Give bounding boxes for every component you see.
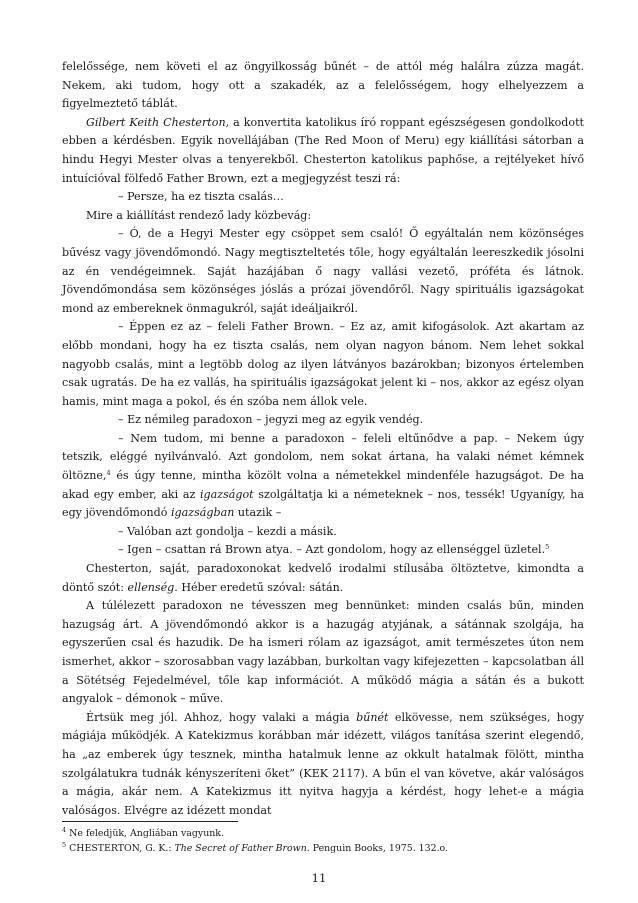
text-run: . Héber eredetű szóval: sátán. (174, 580, 344, 594)
text-run: Chesterton, saját, paradoxonokat kedvelő irodalmi stílusába öltöztetve, kimondta a döntő szót: (62, 562, 584, 594)
footnote-marker: 4 (106, 469, 111, 478)
text-run: – Nem tudom, mi benne a paradoxon – feleli eltűnődve a pap. – Nekem úgy tetszik, eléggé nyilvánvaló. Azt gondolom, nem sokat ártana, ha valaki német kémnek öltözne, (62, 431, 584, 483)
italic-text: ellenség (127, 580, 175, 594)
text-run: – Valóban azt gondolja – kezdi a másik. (118, 524, 337, 538)
text-run: – Igen – csattan rá Brown atya. – Azt gondolom, hogy az ellenséggel üzletel. (118, 543, 546, 557)
text-run: – Éppen ez az – feleli Father Brown. – Ez az, amit kifogásolok. Azt akartam az előbb mondani, hogy ha ez tiszta csalás, nem olyan nagyon bánom. Nem lehet sokkal nagyobb csalás, mint a legtöbb dolog az ilyen látványos bazárokban; bizonyos értelemben csak ugratás. De ha ez vallás, ha spirituális igazságokat jelent ki – nos, akkor az egész olyan hamis, mint maga a pokol, és én szóba nem állok vele. (62, 320, 584, 408)
paragraph (62, 709, 584, 821)
text-run: utazik – (234, 506, 282, 520)
footnotes (62, 826, 584, 856)
text-run: Értsük meg jól. Ahhoz, hogy valaki a mágia (86, 710, 357, 724)
footnote-number: 4 (62, 826, 67, 834)
italic-text: The Secret of Father Brown (174, 843, 307, 854)
dialogue-paragraph (62, 430, 584, 523)
dialogue-paragraph (62, 225, 584, 318)
text-run: Ne feledjük, Angliában vagyunk. (69, 828, 224, 839)
dialogue-paragraph (62, 318, 584, 411)
dialogue-paragraph (62, 188, 584, 207)
italic-text: igazságban (171, 506, 235, 520)
footnote-marker: 5 (545, 543, 550, 552)
text-run: , a konvertita katolikus író roppant egészségesen gondolkodott ebben a kérdésben. Egyik novellájában (The Red Moon of Meru) egy kiállítási sátorban a hindu Hegyi Mester olvas a tenyerekből. Chesterton katolikus paphőse, a rejtélyeket hívő intuícióval fölfedő Father Brown, ezt a megjegyzést teszi rá: (62, 115, 584, 185)
text-run: szolgáltatja ki a németeknek – nos, tessék! Ugyanígy, ha egy jövendőmondó (62, 487, 584, 520)
text-run: CHESTERTON, G. K.: (69, 843, 175, 854)
dialogue-paragraph (62, 523, 584, 542)
footnote (62, 826, 584, 841)
paragraph (62, 597, 584, 709)
text-run: elkövesse, nem szükséges, hogy mágiája működjék. A Katekizmus korábban már idézett, világos tanítása szerint elegendő, ha „az emberek úgy tesznek, mintha hatalmuk lenne az okkult hatalmak fölött, mintha szolgálatukra tudnák kényszeríteni őket” (KEK 2117). A bűn el van követve, akár valóságos a mágia, akár nem. A Katekizmus itt nyitva hagyja a kérdést, hogy lehet-e a mágia valóságos. Elvégre az idézett mondat (62, 710, 584, 817)
text-run: . Penguin Books, 1975. 132.o. (306, 843, 449, 854)
text-run: – Persze, ha ez tiszta csalás… (118, 190, 284, 204)
page-number: 11 (311, 871, 327, 885)
italic-text: Gilbert Keith Chesterton (86, 115, 226, 129)
paragraph (62, 207, 584, 226)
dialogue-paragraph (62, 411, 584, 430)
page-body (62, 58, 584, 820)
paragraph (62, 114, 584, 188)
dialogue-paragraph (62, 541, 584, 560)
text-run: felelőssége, nem követi el az öngyilkosság bűnét – de attól még halálra zúzza magát. Nekem, aki tudom, hogy ott a szakadék, az a felelősségem, hogy elhelyezzem a figyelmeztető táblát. (62, 60, 584, 111)
paragraph (62, 58, 584, 114)
text-run: A túlélezett paradoxon ne tévesszen meg bennünket: minden csalás bűn, minden hazugság árt. A jövendőmondó akkor is a hazugág atyjának, a sátánnak szolgája, ha egyszerűen csal és hazudik. De ha ismeri rólam az igazságot, amit természetes úton nem ismerhet, akkor – szorosabban vagy lazábban, burkoltan vagy kifejezetten – kapcsolatban áll a Sötétség Fejedelmével, tőle kap információt. A működő mágia a sátán és a bukott angyalok – démonok – műve. (62, 599, 584, 706)
italic-text: bűnét (356, 710, 389, 724)
footnote-divider (62, 821, 238, 822)
italic-text: igazságot (199, 487, 254, 501)
text-run: Mire a kiállítást rendező lady közbevág: (86, 208, 312, 222)
text-run: és úgy tenne, mintha közölt volna a németekkel mindenféle hazugságot. De ha akad egy ember, aki az (62, 469, 584, 501)
text-run: – Ó, de a Hegyi Mester egy csöppet sem csaló! Ő egyáltalán nem közönséges bűvész vagy jövendőmondó. Nagy megtiszteltetés tőle, hogy egyáltalán leereszkedik jósolni az én vendégeimnek. Saját hazájában ő nagy vallási vezető, próféta és látnok. Jövendőmondása sem közönséges jóslás a prózai jövendőről. Nagy spirituális igazságokat mond az embereknek önmagukról, saját ideáljaikról. (62, 227, 584, 315)
footnote (62, 841, 584, 856)
paragraph (62, 560, 584, 597)
footnote-number: 5 (62, 841, 67, 849)
text-run: – Ez némileg paradoxon – jegyzi meg az egyik vendég. (118, 413, 424, 427)
